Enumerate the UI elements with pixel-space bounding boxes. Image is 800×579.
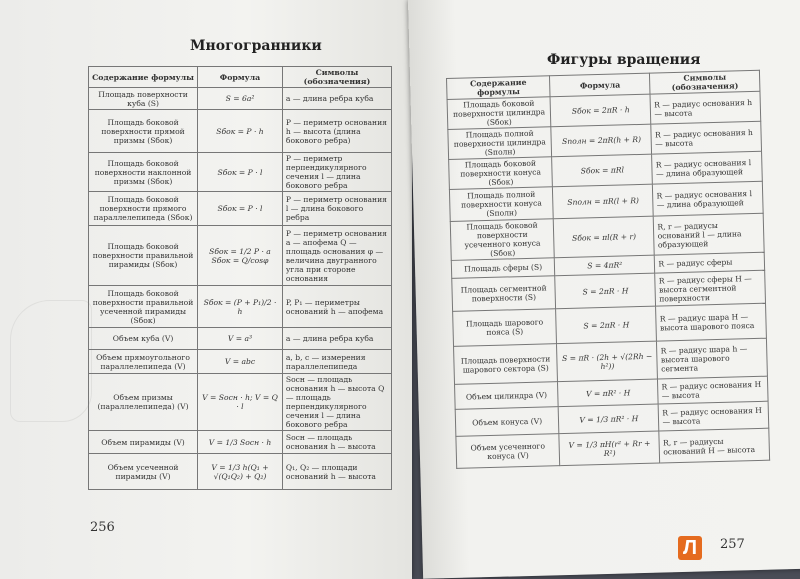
formula-description-cell: Объем куба (V) <box>89 328 198 350</box>
symbols-cell: R — радиус основания l — длина образующей <box>653 181 763 216</box>
table-row <box>89 454 392 490</box>
formula-description-cell: Площадь сегментной поверхности (S) <box>452 276 556 312</box>
symbols-cell: Sосн — площадь основания h — высота <box>282 431 391 454</box>
formula-cell: V = 1/3 πH(r² + Rr + R²) <box>559 431 660 466</box>
table-row <box>89 328 392 350</box>
symbols-cell: R — радиус основания H — высота <box>658 376 768 404</box>
table-row <box>89 88 392 110</box>
header-symbols: Символы (обозначения) <box>282 67 391 88</box>
table-row <box>89 431 392 454</box>
table-row <box>89 226 392 286</box>
symbols-cell: R — радиус шара h — высота шарового сегмента <box>657 338 768 379</box>
formula-cell: S = 4πR² <box>555 255 656 276</box>
symbols-cell: R — радиус сферы <box>655 252 765 273</box>
formula-description-cell: Площадь сферы (S) <box>451 258 555 279</box>
formula-cell: V = abc <box>198 350 283 374</box>
formula-description-cell: Площадь шарового пояса (S) <box>453 309 557 347</box>
formula-description-cell: Площадь боковой поверхности прямой призмы (Sбок) <box>89 110 198 153</box>
formula-description-cell: Объем призмы (параллелепипеда) (V) <box>89 374 198 431</box>
formula-cell: Sбок = πl(R + r) <box>554 216 655 258</box>
formula-description-cell: Площадь поверхности шарового сектора (S) <box>454 344 558 385</box>
formula-cell: Sполн = πR(l + R) <box>553 184 654 219</box>
symbols-cell: R — радиус основания H — высота <box>659 401 769 431</box>
formula-description-cell: Объем прямоугольного параллелепипеда (V) <box>89 350 198 374</box>
table-row <box>89 153 392 192</box>
solids-of-revolution-table <box>446 70 770 469</box>
polyhedra-table <box>88 66 392 490</box>
formula-description-cell: Площадь поверхности куба (S) <box>89 88 198 110</box>
symbols-cell: a — длина ребра куба <box>282 88 391 110</box>
formula-description-cell: Площадь боковой поверхности прямого параллелепипеда (Sбок) <box>89 192 198 226</box>
formula-cell: V = a³ <box>198 328 283 350</box>
formula-cell: S = πR · (2h + √(2Rh − h²)) <box>557 341 658 382</box>
formula-cell: Sбок = πRl <box>552 154 653 187</box>
formula-description-cell: Площадь боковой поверхности усеченного конуса (Sбок) <box>450 219 554 261</box>
symbols-cell: R — радиус шара H — высота шарового пояса <box>656 303 766 341</box>
formula-cell: Sбок = P · l <box>198 153 283 192</box>
formula-cell: V = 1/3 πR² · H <box>558 404 659 434</box>
symbols-cell: P, P₁ — периметры оснований h — апофема <box>282 286 391 328</box>
formula-cell: S = 6a² <box>198 88 283 110</box>
symbols-cell: a — длина ребра куба <box>282 328 391 350</box>
formula-description-cell: Объем усеченной пирамиды (V) <box>89 454 198 490</box>
publisher-logo-icon: Л <box>678 536 702 560</box>
table-header-row <box>89 67 392 88</box>
symbols-cell: R — радиус сферы H — высота сегментной поверхности <box>655 270 765 306</box>
formula-description-cell: Площадь боковой поверхности правильной пирамиды (Sбок) <box>89 226 198 286</box>
right-page-title: Фигуры вращения <box>547 52 701 68</box>
formula-cell: S = 2πR · H <box>556 306 657 344</box>
symbols-cell: P — периметр основания l — длина бокового ребра <box>282 192 391 226</box>
formula-cell: Sбок = (P + P₁)/2 · h <box>198 286 283 328</box>
symbols-cell: R — радиус основания l — длина образующей <box>652 151 762 184</box>
formula-cell: V = 1/3 h(Q₁ + √(Q₁Q₂) + Q₂) <box>198 454 283 490</box>
formula-description-cell: Объем конуса (V) <box>455 407 559 437</box>
symbols-cell: Q₁, Q₂ — площади оснований h — высота <box>282 454 391 490</box>
header-content: Содержание формулы <box>447 76 551 100</box>
symbols-cell: R, r — радиусы оснований l — длина образующей <box>654 213 765 255</box>
table-row <box>89 286 392 328</box>
formula-description-cell: Объем цилиндра (V) <box>455 382 559 410</box>
symbols-cell: R — радиус основания h — высота <box>650 91 760 124</box>
formula-description-cell: Площадь боковой поверхности конуса (Sбок) <box>449 157 553 190</box>
header-content: Содержание формулы <box>89 67 198 88</box>
formula-description-cell: Площадь боковой поверхности цилиндра (Sбок) <box>447 97 551 130</box>
symbols-cell: a, b, c — измерения параллелепипеда <box>282 350 391 374</box>
table-row <box>89 350 392 374</box>
header-symbols: Символы (обозначения) <box>650 70 760 94</box>
symbols-cell: P — периметр основания a — апофема Q — площадь основания φ — величина двугранного угла при стороне основания <box>282 226 391 286</box>
formula-cell: Sбок = P · h <box>198 110 283 153</box>
formula-cell: Sполн = 2πR(h + R) <box>551 124 652 157</box>
table-row <box>89 192 392 226</box>
formula-description-cell: Площадь полной поверхности конуса (Sполн) <box>449 187 553 222</box>
formula-cell: Sбок = 1/2 P · a Sбок = Q/cosφ <box>198 226 283 286</box>
formula-description-cell: Площадь боковой поверхности наклонной призмы (Sбок) <box>89 153 198 192</box>
page-number-right: 257 <box>720 537 745 552</box>
symbols-cell: Sосн — площадь основания h — высота Q — площадь перпендикулярного сечения l — длина бокового ребра <box>282 374 391 431</box>
formula-cell: V = πR² · H <box>558 379 659 407</box>
formula-cell: V = 1/3 Sосн · h <box>198 431 283 454</box>
symbols-cell: R, r — радиусы оснований H — высота <box>659 428 769 463</box>
symbols-cell: P — периметр основания h — высота (длина бокового ребра) <box>282 110 391 153</box>
formula-cell: Sбок = P · l <box>198 192 283 226</box>
formula-cell: Sбок = 2πR · h <box>550 94 651 127</box>
formula-description-cell: Площадь полной поверхности цилиндра (Sполн) <box>448 127 552 160</box>
table-row <box>89 110 392 153</box>
formula-description-cell: Площадь боковой поверхности правильной усеченной пирамиды (Sбок) <box>89 286 198 328</box>
header-formula: Формула <box>198 67 283 88</box>
formula-description-cell: Объем пирамиды (V) <box>89 431 198 454</box>
left-page-title: Многогранники <box>190 38 322 54</box>
background-smudge <box>10 300 92 422</box>
table-row <box>89 374 392 431</box>
formula-cell: S = 2πR · H <box>555 273 656 309</box>
symbols-cell: P — периметр перпендикулярного сечения l — длина бокового ребра <box>282 153 391 192</box>
formula-description-cell: Объем усеченного конуса (V) <box>456 434 560 469</box>
page-number-left: 256 <box>90 520 115 535</box>
header-formula: Формула <box>550 73 651 97</box>
symbols-cell: R — радиус основания h — высота <box>651 121 761 154</box>
formula-cell: V = Sосн · h; V = Q · l <box>198 374 283 431</box>
